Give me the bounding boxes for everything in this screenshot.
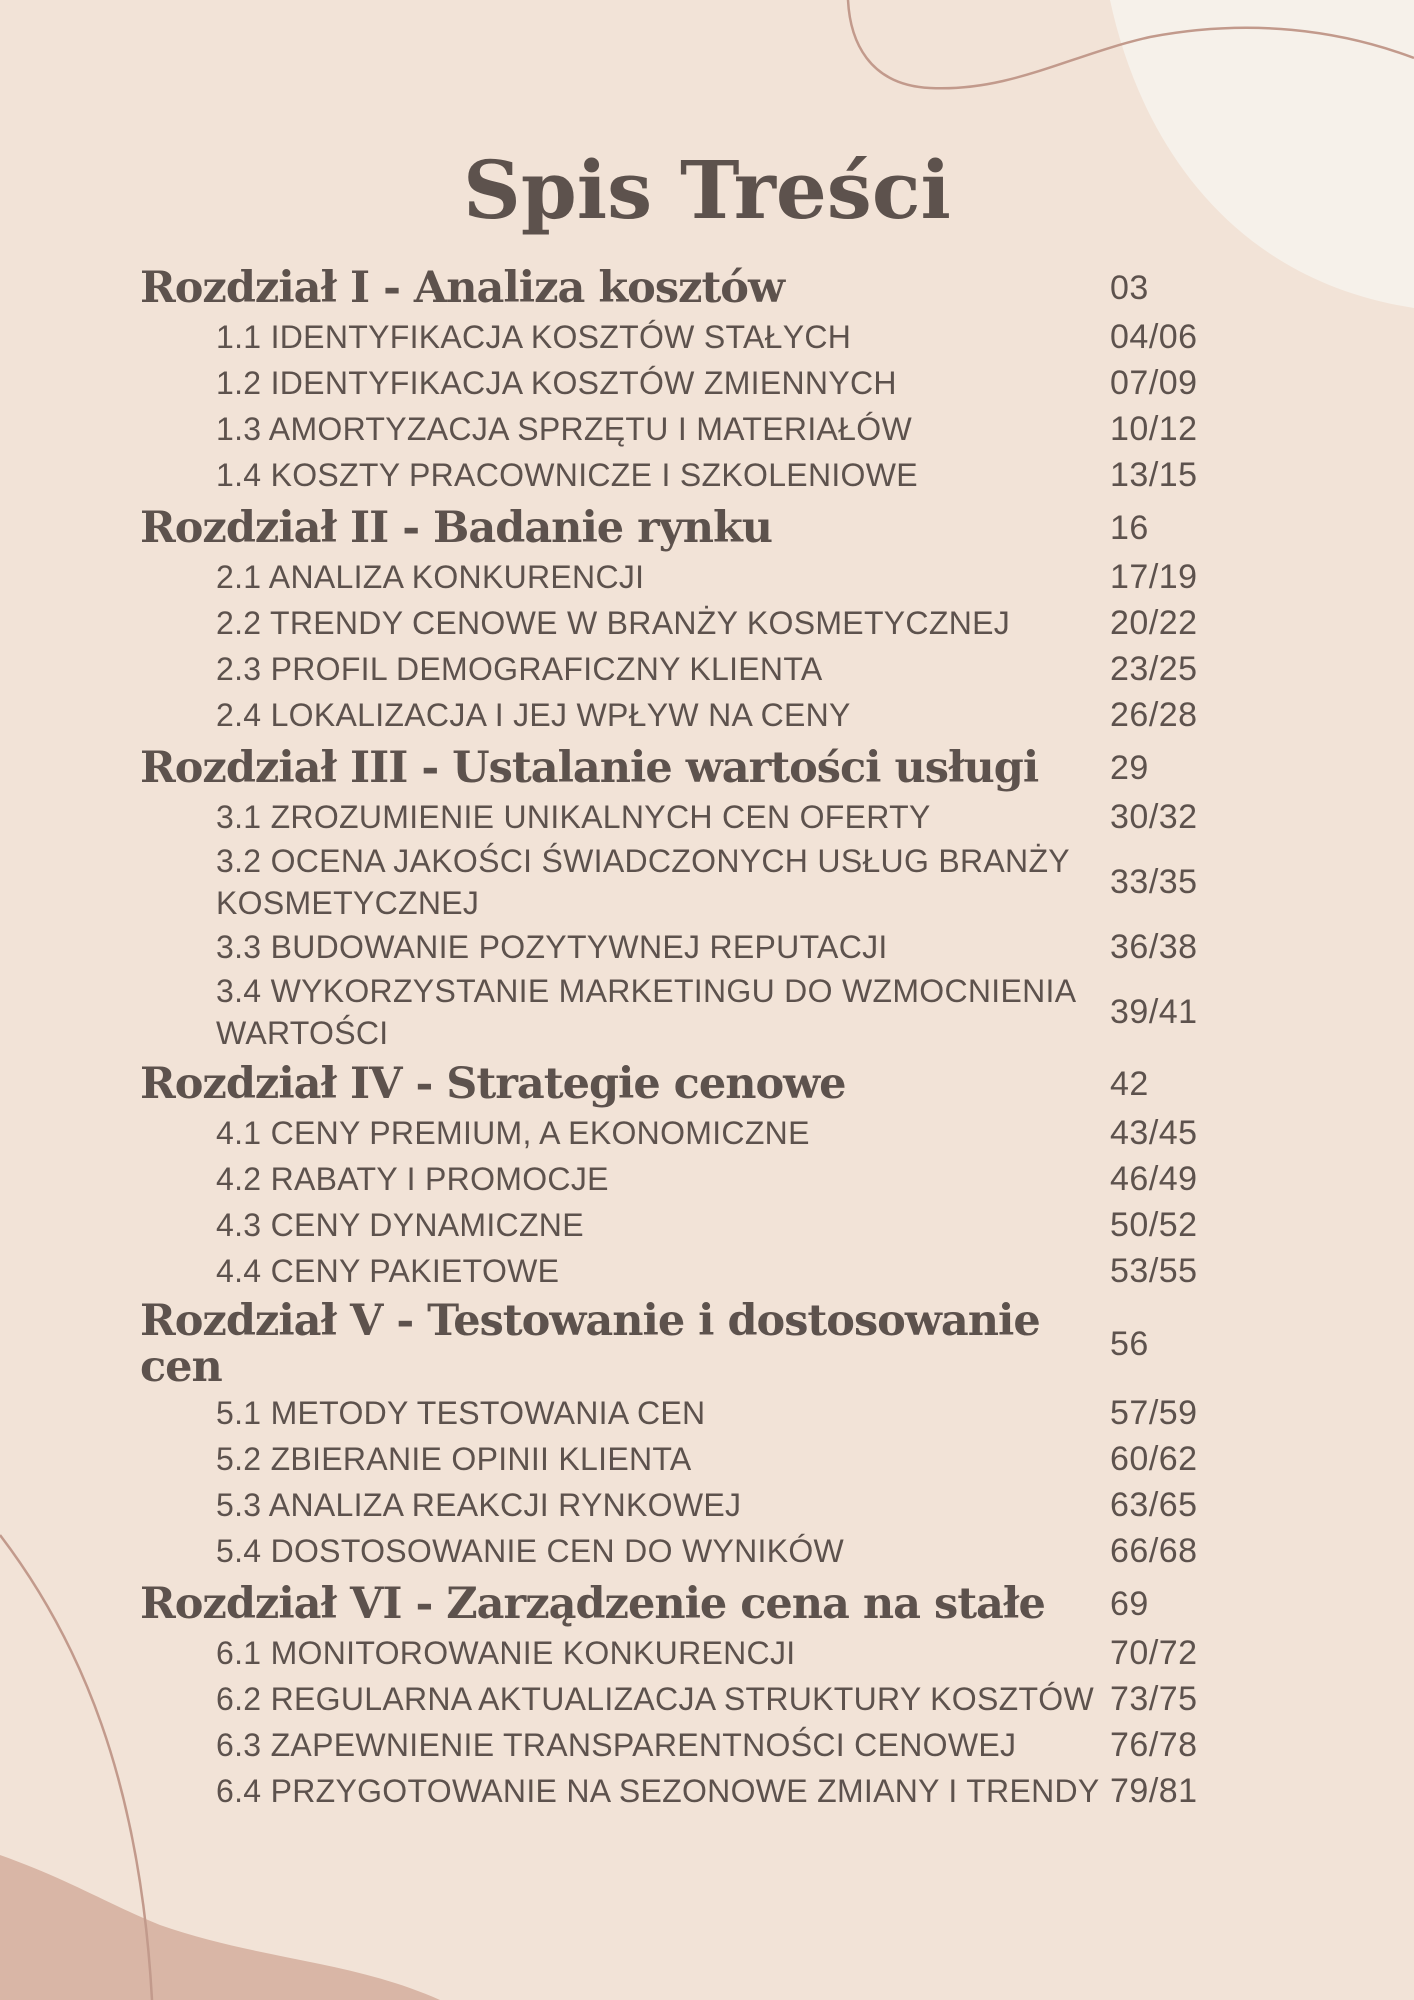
chapter-title: Rozdział V - Testowanie i dostosowanie cen <box>140 1296 1040 1392</box>
chapter-title: Rozdział II - Badanie rynku <box>140 503 773 553</box>
toc-section-row <box>140 646 1280 692</box>
section-title: 6.2 REGULARNA AKTUALIZACJA STRUKTURY KOSZTÓW <box>216 1681 1094 1717</box>
page-number: 46/49 <box>1110 1159 1198 1198</box>
toc-section-row <box>140 1482 1280 1528</box>
section-title: 2.2 TRENDY CENOWE W BRANŻY KOSMETYCZNEJ <box>216 605 1011 641</box>
page-number: 16 <box>1110 508 1149 547</box>
section-title: 5.3 ANALIZA REAKCJI RYNKOWEJ <box>216 1487 742 1523</box>
page-number: 73/75 <box>1110 1679 1198 1718</box>
page-number: 07/09 <box>1110 363 1198 402</box>
toc-section-row <box>140 794 1280 840</box>
page-number: 70/72 <box>1110 1633 1198 1672</box>
toc-chapter-row <box>140 1058 1280 1110</box>
page-number: 29 <box>1110 748 1149 787</box>
section-title: 5.2 ZBIERANIE OPINII KLIENTA <box>216 1441 692 1477</box>
page-number: 42 <box>1110 1064 1149 1103</box>
page-number: 50/52 <box>1110 1205 1198 1244</box>
section-title: 5.1 METODY TESTOWANIA CEN <box>216 1395 706 1431</box>
section-title: 5.4 DOSTOSOWANIE CEN DO WYNIKÓW <box>216 1533 845 1569</box>
page-number: 03 <box>1110 268 1149 307</box>
section-title: 6.3 ZAPEWNIENIE TRANSPARENTNOŚCI CENOWEJ <box>216 1727 1017 1763</box>
section-title: 6.4 PRZYGOTOWANIE NA SEZONOWE ZMIANY I TRENDY <box>216 1773 1100 1809</box>
bottom-left-blob <box>0 1855 440 2000</box>
toc-section-row <box>140 554 1280 600</box>
page-number: 20/22 <box>1110 603 1198 642</box>
section-title: 4.2 RABATY I PROMOCJE <box>216 1161 609 1197</box>
section-title: 4.3 CENY DYNAMICZNE <box>216 1207 584 1243</box>
toc-section-row <box>140 1156 1280 1202</box>
page-number: 17/19 <box>1110 557 1198 596</box>
page-number: 33/35 <box>1110 862 1198 901</box>
toc-section-row <box>140 1110 1280 1156</box>
page-number: 23/25 <box>1110 649 1198 688</box>
page-number: 56 <box>1110 1324 1149 1363</box>
toc-section-row <box>140 406 1280 452</box>
section-title: 3.3 BUDOWANIE POZYTYWNEJ REPUTACJI <box>216 929 888 965</box>
toc-section-row <box>140 1436 1280 1482</box>
toc-section-row <box>140 692 1280 738</box>
table-of-contents <box>140 258 1280 1814</box>
page-number: 63/65 <box>1110 1485 1198 1524</box>
toc-section-row <box>140 1528 1280 1574</box>
section-title: 2.1 ANALIZA KONKURENCJI <box>216 559 645 595</box>
page-number: 53/55 <box>1110 1251 1198 1290</box>
toc-section-row <box>140 1768 1280 1814</box>
page-number: 04/06 <box>1110 317 1198 356</box>
page-number: 57/59 <box>1110 1393 1198 1432</box>
toc-section-row <box>140 1202 1280 1248</box>
page-number: 39/41 <box>1110 992 1198 1031</box>
chapter-title: Rozdział IV - Strategie cenowe <box>140 1059 846 1109</box>
toc-section-row <box>140 1676 1280 1722</box>
toc-section-row <box>140 924 1280 970</box>
page-number: 69 <box>1110 1584 1149 1623</box>
toc-section-row <box>140 840 1280 924</box>
toc-section-row <box>140 970 1280 1054</box>
chapter-title: Rozdział I - Analiza kosztów <box>140 263 785 313</box>
page-number: 60/62 <box>1110 1439 1198 1478</box>
section-title: 3.2 OCENA JAKOŚCI ŚWIADCZONYCH USŁUG BRANŻY KOSMETYCZNEJ <box>216 843 1070 921</box>
page-number: 79/81 <box>1110 1771 1198 1810</box>
toc-chapter-row <box>140 742 1280 794</box>
chapter-title: Rozdział VI - Zarządzenie cena na stałe <box>140 1579 1045 1629</box>
toc-section-row <box>140 1248 1280 1294</box>
toc-section-row <box>140 314 1280 360</box>
section-title: 4.4 CENY PAKIETOWE <box>216 1253 560 1289</box>
section-title: 1.1 IDENTYFIKACJA KOSZTÓW STAŁYCH <box>216 319 852 355</box>
toc-section-row <box>140 1722 1280 1768</box>
toc-section-row <box>140 360 1280 406</box>
toc-section-row <box>140 1630 1280 1676</box>
page-number: 13/15 <box>1110 455 1198 494</box>
toc-chapter-row <box>140 1298 1280 1390</box>
page-number: 66/68 <box>1110 1531 1198 1570</box>
page-number: 36/38 <box>1110 927 1198 966</box>
chapter-title: Rozdział III - Ustalanie wartości usługi <box>140 743 1039 793</box>
section-title: 1.2 IDENTYFIKACJA KOSZTÓW ZMIENNYCH <box>216 365 897 401</box>
section-title: 3.4 WYKORZYSTANIE MARKETINGU DO WZMOCNIENIA WARTOŚCI <box>216 973 1075 1051</box>
toc-chapter-row <box>140 262 1280 314</box>
toc-chapter-row <box>140 502 1280 554</box>
section-title: 6.1 MONITOROWANIE KONKURENCJI <box>216 1635 796 1671</box>
toc-section-row <box>140 452 1280 498</box>
section-title: 1.4 KOSZTY PRACOWNICZE I SZKOLENIOWE <box>216 457 918 493</box>
toc-section-row <box>140 600 1280 646</box>
section-title: 3.1 ZROZUMIENIE UNIKALNYCH CEN OFERTY <box>216 799 931 835</box>
page-number: 30/32 <box>1110 797 1198 836</box>
page-number: 10/12 <box>1110 409 1198 448</box>
section-title: 2.4 LOKALIZACJA I JEJ WPŁYW NA CENY <box>216 697 851 733</box>
section-title: 4.1 CENY PREMIUM, A EKONOMICZNE <box>216 1115 810 1151</box>
page-number: 43/45 <box>1110 1113 1198 1152</box>
toc-section-row <box>140 1390 1280 1436</box>
page-number: 26/28 <box>1110 695 1198 734</box>
section-title: 2.3 PROFIL DEMOGRAFICZNY KLIENTA <box>216 651 823 687</box>
section-title: 1.3 AMORTYZACJA SPRZĘTU I MATERIAŁÓW <box>216 411 912 447</box>
page-number: 76/78 <box>1110 1725 1198 1764</box>
toc-chapter-row <box>140 1578 1280 1630</box>
page-title: Spis Treści <box>463 143 951 237</box>
